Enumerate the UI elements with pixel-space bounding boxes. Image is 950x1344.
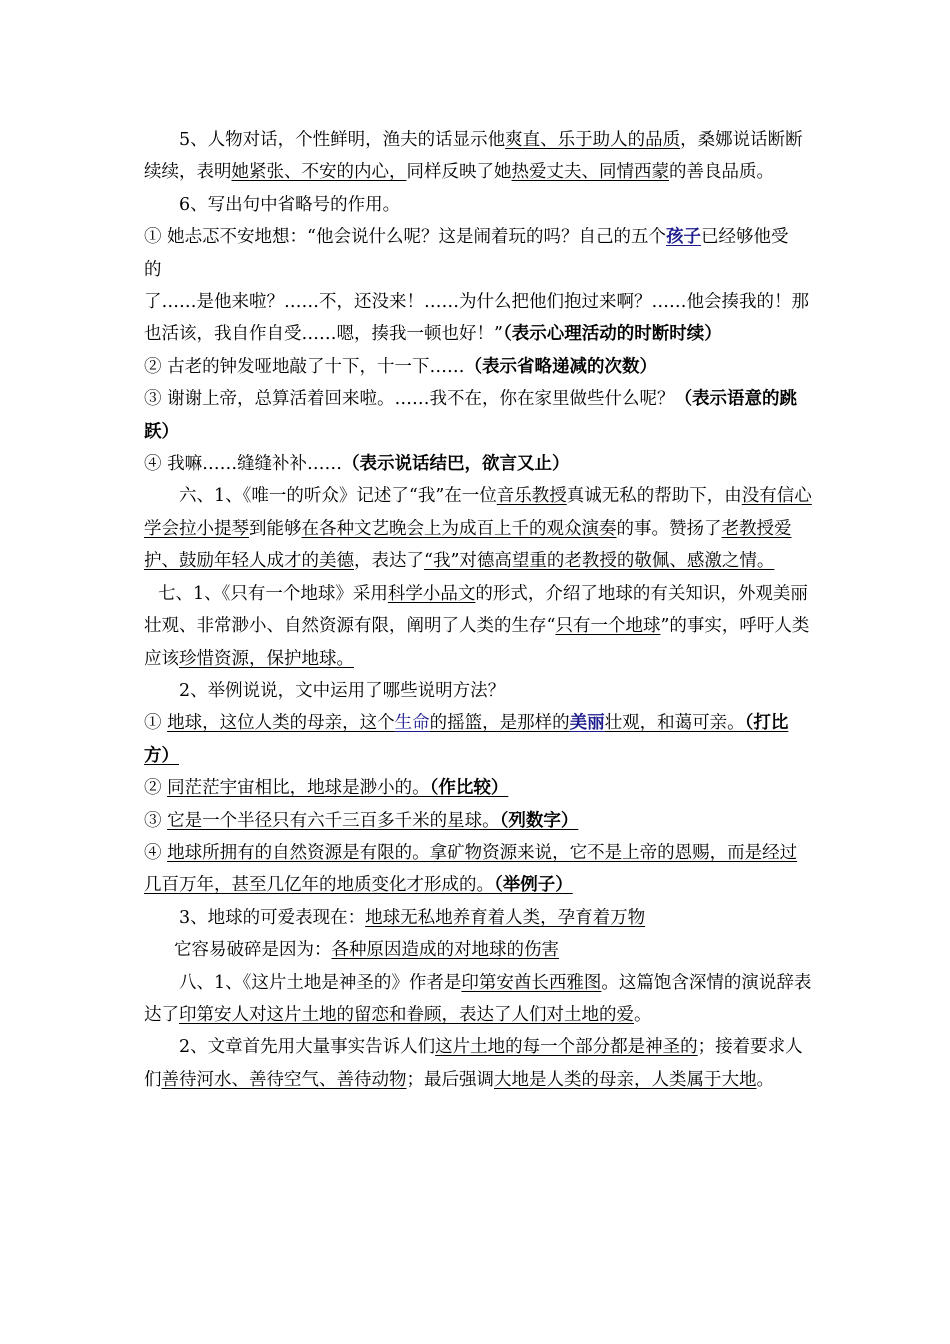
paragraph-method-question: 2、举例说说，文中运用了哪些说明方法？ [179,680,506,701]
paragraph-earth-lovely: 3、地球的可爱表现在：地球无私地养育着人类，孕育着万物 [179,907,646,928]
hyperlink-haizi[interactable]: 孩子 [666,227,702,248]
ellipsis-item-2: ② 古老的钟发哑地敲了十下，十一下……（表示省略递减的次数） [144,356,658,377]
document-page [144,124,812,1096]
paragraph-section-7: 七、1、《只有一个地球》采用科学小品文的形式，介绍了地球的有关知识，外观美丽壮观、非常渺小、自然资源有限，阐明了人类的生存“只有一个地球”的事实，呼吁人类应该珍惜资源，保护地球。 [144,583,810,669]
paragraph-ellipsis-question: 6、写出句中省略号的作用。 [179,194,401,215]
method-item-3: ③ 它是一个半径只有六千三百多千米的星球。（列数字） [144,810,579,831]
ellipsis-item-4: ④ 我嘛……缝缝补补……（表示说话结巴，欲言又止） [144,454,570,475]
paragraph-earth-fragile: 它容易破碎是因为：各种原因造成的对地球的伤害 [174,940,559,961]
ellipsis-item-1-cont: 了……是他来啦？……不，还没来！……为什么把他们抱过来啊？……他会揍我的！那也活该，我自作自受……嗯，揍我一顿也好！”（表示心理活动的时断时续） [144,292,809,345]
paragraph-section-8: 八、1、《这片土地是神圣的》作者是印第安酋长西雅图。这篇饱含深情的演说辞表达了印第安人对这片土地的留恋和眷顾，表达了人们对土地的爱。 [144,972,812,1025]
ellipsis-item-1: ① 她忐忑不安地想：“他会说什么呢？这是闹着玩的吗？自己的五个孩子已经够他受的 [144,227,789,280]
paragraph-section-8-2: 2、文章首先用大量事实告诉人们这片土地的每一个部分都是神圣的；接着要求人们善待河水、善待空气、善待动物；最后强调大地是人类的母亲，人类属于大地。 [144,1037,803,1090]
ellipsis-item-3: ③ 谢谢上帝，总算活着回来啦。……我不在，你在家里做些什么呢？（表示语意的跳跃） [144,389,798,442]
paragraph-section-6: 六、1、《唯一的听众》记述了“我”在一位音乐教授真诚无私的帮助下，由没有信心学会拉小提琴到能够在各种文艺晚会上为成百上千的观众演奏的事。赞扬了老教授爱护、鼓励年轻人成才的美德，表达了“我”对德高望重的老教授的敬佩、感激之情。 [144,486,812,572]
method-item-2: ② 同茫茫宇宙相比，地球是渺小的。（作比较） [144,778,509,799]
paragraph-dialogue: 5、人物对话，个性鲜明，渔夫的话显示他爽直、乐于助人的品质，桑娜说话断断续续，表明她紧张、不安的内心，同样反映了她热爱丈夫、同情西蒙的善良品质。 [144,130,803,183]
method-item-1: ① 地球，这位人类的母亲，这个生命的摇篮，是那样的美丽壮观，和蔼可亲。（打比方） [144,713,789,766]
method-item-4: ④ 地球所拥有的自然资源是有限的。拿矿物资源来说，它不是上帝的恩赐，而是经过几百万年，甚至几亿年的地质变化才形成的。（举例子） [144,842,798,896]
